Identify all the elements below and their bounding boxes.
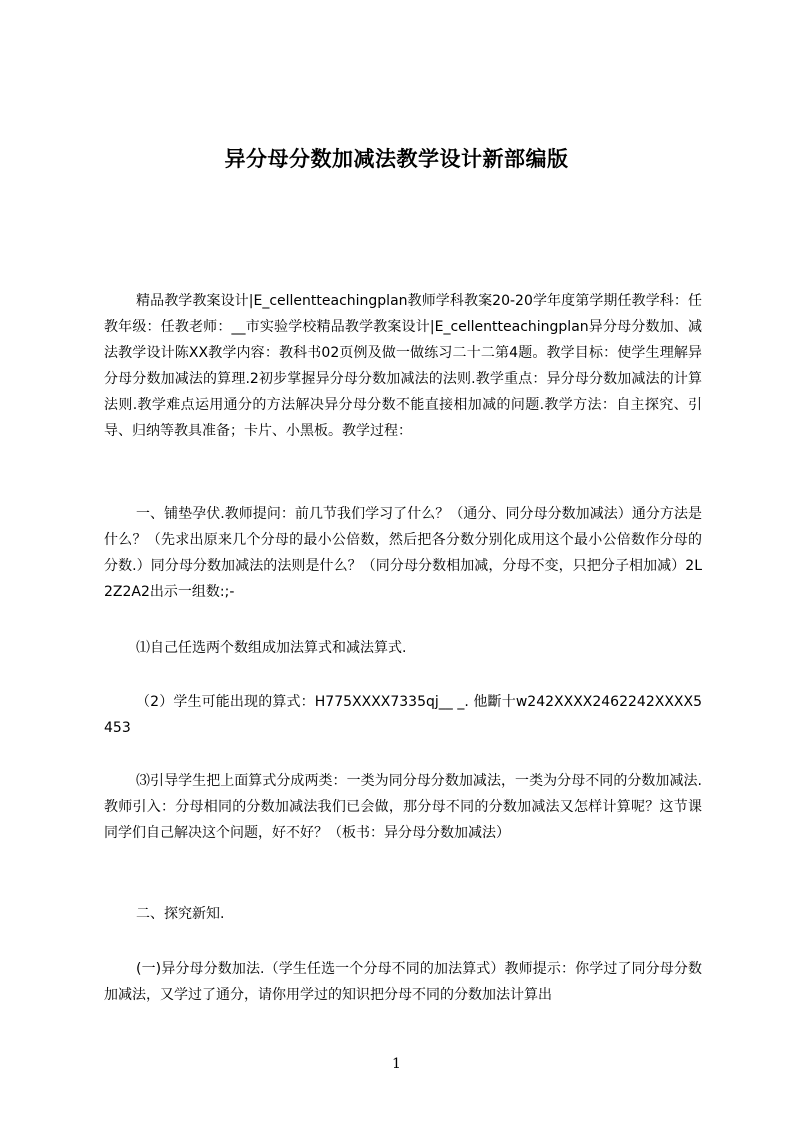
document-title: 异分母分数加减法教学设计新部编版	[224, 147, 569, 171]
paragraph-section-one: 一、铺垫孕伏.教师提问：前几节我们学习了什么？（通分、同分母分数加减法）通分方法是什么？（先求出原来几个分母的最小公倍数，然后把各分数分别化成用这个最小公倍数作分母的分数.）同分母分数加减法的法则是什么？（同分母分数相加减，分母不变，只把分子相加减）2L2Z2A2出示一组数:;-	[104, 506, 702, 600]
paragraph-step-1: ⑴自己任选两个数组成加法算式和减法算式.	[136, 640, 407, 656]
page-number: 1	[392, 1056, 401, 1072]
paragraph-intro: 精品教学教案设计|E_cellentteachingplan教师学科教案20-20学年度第学期任教学科：任教年级：任教老师：__市实验学校精品教学教案设计|E_cellentteachingplan异分母分数加、减法教学设计陈XX教学内容：教科书02页例及做一做练习二十二第4题。教学目标：使学生理解异分母分数加减法的算理.2初步掌握异分母分数加减法的法则.教学重点：异分母分数加减法的计算法则.教学难点运用通分的方法解决异分母分数不能直接相加减的问题.教学方法：自主探究、引导、归纳等教具准备；卡片、小黑板。教学过程：	[104, 293, 702, 439]
paragraph-step-3: ⑶引导学生把上面算式分成两类：一类为同分母分数加减法，一类为分母不同的分数加减法.教师引入：分母相同的分数加减法我们已会做，那分母不同的分数加减法又怎样计算呢？这节课同学们自己解决这个问题，好不好？（板书：异分母分数加减法）	[104, 773, 702, 841]
paragraph-step-2: （2）学生可能出现的算式：H775XXXX7335qj__ _. 他斷十w242XXXX2462242XXXX5453	[104, 694, 702, 736]
paragraph-addition: (一)异分母分数加法.（学生任选一个分母不同的加法算式）教师提示：你学过了同分母分数加减法，又学过了通分，请你用学过的知识把分母不同的分数加法计算出	[104, 961, 702, 1003]
paragraph-section-two: 二、探究新知.	[136, 906, 225, 922]
